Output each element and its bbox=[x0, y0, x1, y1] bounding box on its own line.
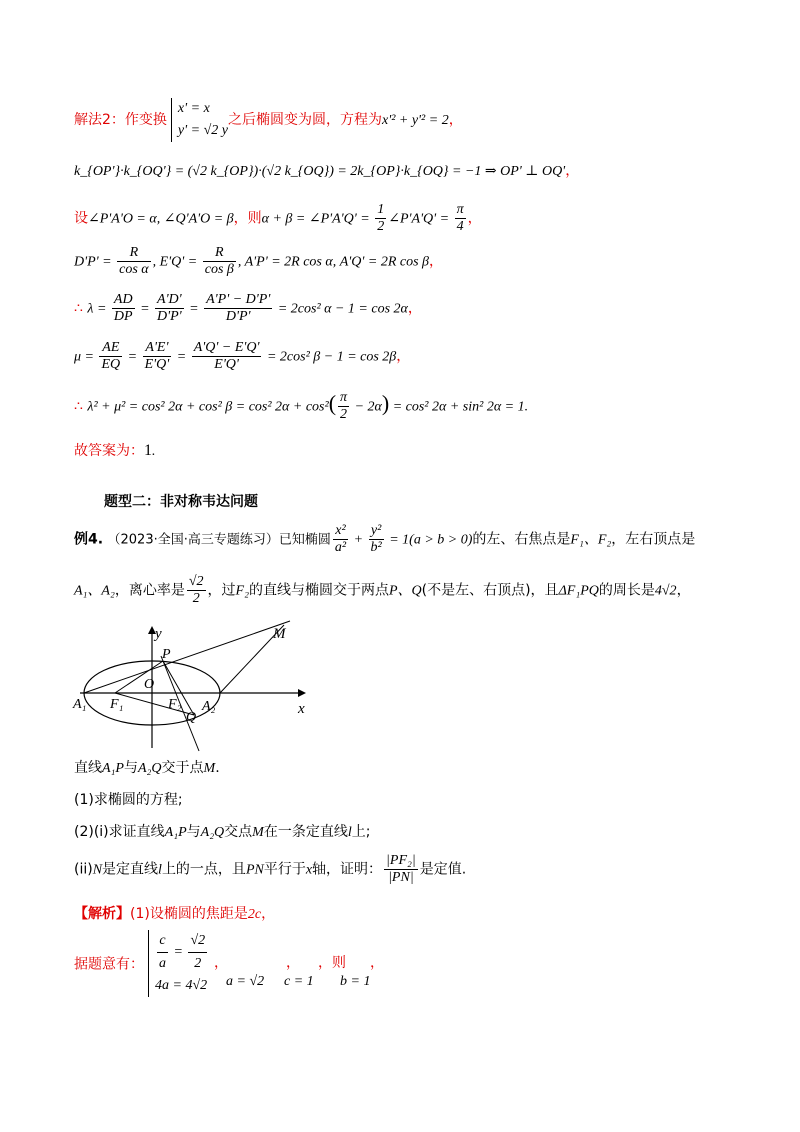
text: ，离心率是 bbox=[114, 582, 185, 599]
numerator: A'P' − D'P' bbox=[206, 292, 271, 307]
text: 据题意有： bbox=[74, 956, 144, 973]
q-label: Q bbox=[186, 710, 197, 725]
period: . bbox=[215, 760, 220, 776]
example-line-1: 例4. （2023·全国·高三专题练习）已知椭圆 $\frac{\text{x²}}{\text{a²}}$ + $\frac{\text{y²}}{\text{b²}}$ = 1(a > b > 0)的左、右焦点是F₁、F₂，左右顶点是 bbox=[74, 523, 696, 555]
angle-half: ∠P'A'Q' = bbox=[388, 211, 453, 227]
denominator: cos α bbox=[119, 262, 149, 277]
line-label: A₂Q bbox=[137, 761, 162, 776]
text: 是定直线 bbox=[102, 861, 159, 878]
solution-2-label: 解法2：作变换 bbox=[74, 112, 167, 128]
equals: = bbox=[170, 944, 187, 960]
system-row-1 bbox=[155, 930, 209, 975]
example-line-2 bbox=[74, 574, 691, 607]
numerator: √2 bbox=[188, 574, 204, 589]
lambda-label: λ = bbox=[87, 301, 110, 317]
point-label: N bbox=[92, 862, 103, 878]
text: 平行于 bbox=[263, 861, 306, 878]
segment-label: PN bbox=[245, 862, 264, 878]
p-label: P bbox=[162, 647, 171, 662]
focus-label: F₂ bbox=[235, 583, 249, 599]
b-value: b = 1 bbox=[340, 974, 371, 989]
numerator: x² bbox=[333, 523, 348, 540]
dp-fraction bbox=[117, 245, 151, 278]
point-label: M bbox=[203, 761, 216, 776]
text: 直线 bbox=[74, 760, 102, 776]
eccentricity-fraction bbox=[187, 574, 206, 607]
answer-label: 故答案为： bbox=[74, 443, 144, 459]
numerator: √2 bbox=[188, 930, 207, 953]
denominator: DP bbox=[113, 309, 133, 324]
therefore-symbol: ∴ bbox=[74, 300, 83, 317]
text: 交点 bbox=[224, 824, 253, 840]
frac-2 bbox=[143, 340, 172, 373]
axis-label: x bbox=[305, 862, 313, 878]
numerator: AD bbox=[113, 292, 133, 307]
comma: ， bbox=[467, 210, 482, 227]
text: 的周长是 bbox=[598, 582, 655, 599]
frac-3 bbox=[204, 292, 272, 325]
perimeter-value: 4√2 bbox=[654, 583, 677, 599]
answer-line bbox=[74, 440, 156, 460]
frac-1 bbox=[99, 340, 122, 373]
a-value: a = √2 bbox=[226, 974, 265, 989]
angle-line bbox=[74, 202, 482, 235]
f2-label: F₂ bbox=[168, 697, 182, 712]
pi-half-fraction bbox=[338, 390, 349, 423]
line-l-label: l bbox=[347, 825, 352, 840]
frac-3 bbox=[192, 340, 262, 373]
period: . bbox=[524, 399, 529, 415]
line-l-label: l bbox=[158, 862, 162, 878]
denominator: EQ bbox=[101, 357, 121, 372]
then-label: ，则 bbox=[233, 210, 262, 227]
numerator: c bbox=[157, 930, 168, 953]
denominator: b² bbox=[370, 540, 382, 555]
numerator: |PF₂| bbox=[386, 853, 416, 868]
question-1: (1)求椭圆的方程; bbox=[74, 792, 183, 808]
text: 的直线与椭圆交于两点 bbox=[248, 582, 389, 599]
period: . bbox=[152, 444, 156, 459]
half-fraction bbox=[375, 202, 386, 235]
lambda-result: = 2cos² α − 1 = cos 2α bbox=[274, 301, 408, 317]
line-a1-m bbox=[84, 621, 290, 693]
text: (2)(i)求证直线 bbox=[74, 824, 165, 840]
y-label: y bbox=[155, 626, 162, 642]
numerator: R bbox=[203, 245, 236, 262]
sqrt2-over-2 bbox=[188, 930, 207, 975]
text: (ii) bbox=[74, 861, 93, 878]
text: 上的一点，且 bbox=[161, 861, 246, 878]
example-label: 例4. bbox=[74, 531, 104, 548]
question-2i bbox=[74, 821, 370, 841]
mu-line: μ = $\frac{AE}{EQ}$ = $\frac{A'E'}{E'Q'}$ = $\frac{A'Q' - E'Q'}{E'Q'}$ = 2cos² β − 1 = cos 2β， bbox=[74, 340, 411, 372]
denominator: 2 bbox=[192, 591, 200, 606]
angle-sum: α + β = ∠P'A'Q' = bbox=[261, 211, 374, 227]
text: ， bbox=[676, 582, 691, 599]
numerator: A'E' bbox=[143, 340, 172, 357]
x-fraction bbox=[333, 523, 348, 556]
numerator: A'Q' − E'Q' bbox=[193, 340, 260, 355]
text: 的左、右焦点是 bbox=[472, 531, 571, 548]
dp-label: D'P' = bbox=[74, 254, 116, 270]
denominator: a² bbox=[334, 540, 347, 555]
sum-result: = cos² 2α + sin² 2α = 1 bbox=[389, 399, 525, 415]
analysis-tag: 【解析】 bbox=[74, 906, 130, 922]
point-label: M bbox=[252, 825, 264, 840]
comma: ， bbox=[286, 955, 300, 971]
triangle-label: ΔF₁PQ bbox=[558, 583, 599, 599]
mu-label: μ = bbox=[74, 349, 98, 365]
angle-def: ∠P'A'O = α, ∠Q'A'O = β bbox=[88, 211, 234, 227]
x-axis-arrow bbox=[298, 689, 306, 697]
o-label: O bbox=[144, 677, 155, 692]
line-f1-q bbox=[115, 693, 194, 715]
section-heading: 题型二：非对称韦达问题 bbox=[104, 494, 258, 510]
pi-fraction bbox=[455, 202, 466, 235]
text: ，过 bbox=[207, 582, 236, 599]
denominator: D'P' bbox=[225, 309, 251, 324]
line-f1-p bbox=[115, 661, 163, 693]
example-source: （2023·全国·高三专题练习）已知椭圆 bbox=[107, 532, 331, 548]
comma: ， bbox=[565, 163, 580, 179]
system-row-1: x' = x bbox=[177, 101, 210, 116]
mu-result: = 2cos² β − 1 = cos 2β bbox=[263, 349, 397, 365]
circle-equation: x'² + y'² = 2 bbox=[381, 113, 449, 128]
minus-2alpha: − 2α bbox=[351, 399, 382, 415]
sum-expression: λ² + μ² = cos² 2α + cos² β = cos² 2α + cos² bbox=[87, 399, 329, 415]
question-2ii bbox=[74, 853, 466, 886]
numerator: π bbox=[340, 390, 348, 405]
denominator: 2 bbox=[194, 956, 202, 971]
numerator: R bbox=[117, 245, 151, 262]
system-line bbox=[74, 930, 384, 997]
text: 是定值. bbox=[419, 861, 467, 878]
denominator: 2 bbox=[340, 407, 348, 422]
frac-1 bbox=[112, 292, 135, 325]
a1-label: A₁ bbox=[73, 697, 87, 712]
then-label: ，则 bbox=[318, 955, 346, 971]
system-row-2: 4a = 4√2 bbox=[155, 978, 208, 993]
vertex-labels: A₁、A₂ bbox=[74, 583, 115, 599]
denominator: 2 bbox=[377, 219, 385, 234]
eq-fraction bbox=[203, 245, 236, 278]
lambda-line: ∴ λ = $\frac{AD}{DP}$ = $\frac{A'D'}{D'P'}$ = $\frac{A'P' - D'P'}{D'P'}$ = 2cos² α − 1 = cos 2α， bbox=[74, 292, 422, 324]
text: (1)设椭圆的焦距是 bbox=[130, 906, 248, 922]
x-label: x bbox=[298, 701, 305, 717]
comma: ， bbox=[214, 955, 228, 971]
ellipse-figure bbox=[70, 618, 310, 753]
analysis-line bbox=[74, 903, 275, 923]
eq-label: , E'Q' = bbox=[152, 254, 201, 270]
therefore-symbol: ∴ bbox=[74, 398, 83, 415]
text: 与 bbox=[186, 824, 201, 840]
numerator: A'D' bbox=[157, 292, 182, 307]
comma: ， bbox=[448, 112, 463, 128]
text: 上; bbox=[351, 824, 371, 840]
y-fraction bbox=[369, 523, 384, 556]
numerator: AE bbox=[99, 340, 122, 357]
text: (不是左、右顶点)，且 bbox=[421, 582, 559, 599]
text: 轴，证明： bbox=[312, 861, 383, 878]
c-over-a bbox=[157, 930, 168, 975]
ellipse-equation: = 1(a > b > 0) bbox=[385, 532, 473, 548]
comma: ， bbox=[370, 955, 384, 971]
line-label: A₂Q bbox=[200, 825, 225, 840]
slope-line bbox=[74, 160, 579, 180]
comma: ， bbox=[396, 348, 411, 365]
denominator: D'P' bbox=[157, 309, 182, 324]
denominator: a bbox=[159, 956, 166, 971]
intersection-line bbox=[74, 757, 220, 777]
frac-2 bbox=[155, 292, 184, 325]
denominator: E'Q' bbox=[214, 357, 239, 372]
equation-system bbox=[148, 930, 209, 997]
numerator: y² bbox=[369, 523, 384, 540]
text: 交于点 bbox=[161, 760, 204, 776]
solution-2-line bbox=[74, 98, 463, 142]
denominator: cos β bbox=[204, 262, 234, 277]
answer-value: 1 bbox=[144, 442, 152, 459]
transform-system bbox=[171, 98, 228, 142]
f1-label: F₁ bbox=[110, 697, 124, 712]
ap-aq-values: , A'P' = 2R cos α, A'Q' = 2R cos β bbox=[237, 254, 430, 270]
focal-distance: 2c bbox=[247, 907, 262, 922]
denominator: E'Q' bbox=[144, 357, 170, 372]
numerator: 1 bbox=[377, 202, 385, 217]
let-label: 设 bbox=[74, 210, 88, 227]
a2-label: A₂ bbox=[202, 699, 216, 714]
denominator: |PN| bbox=[388, 870, 414, 885]
foci-labels: F₁、F₂ bbox=[570, 532, 612, 548]
slope-product: k_{OP'}·k_{OQ'} = (√2 k_{OP})·(√2 k_{OQ}) = 2k_{OP}·k_{OQ} = −1 ⇒ OP' ⊥ OQ' bbox=[74, 164, 566, 179]
system-row-2: y' = √2 y bbox=[177, 123, 228, 138]
comma: ， bbox=[261, 906, 276, 922]
points-label: P、Q bbox=[388, 583, 422, 599]
c-value: c = 1 bbox=[284, 974, 314, 989]
text: 在一条定直线 bbox=[263, 824, 348, 840]
text: 与 bbox=[123, 760, 138, 776]
text: ，左右顶点是 bbox=[611, 531, 696, 548]
line-label: A₁P bbox=[164, 825, 187, 840]
sum-line: ∴ λ² + μ² = cos² 2α + cos² β = cos² 2α + cos²( $\frac{\pi}{2}$ − 2α) = cos² 2α + sin² 2α = 1. bbox=[74, 390, 529, 422]
solution-2-mid: 之后椭圆变为圆，方程为 bbox=[227, 112, 382, 128]
ratio-fraction bbox=[384, 853, 418, 886]
m-label: M bbox=[273, 626, 286, 642]
line-label: A₁P bbox=[102, 761, 124, 776]
length-line bbox=[74, 245, 443, 278]
numerator: π bbox=[456, 202, 464, 217]
comma: ， bbox=[429, 253, 444, 270]
comma: ， bbox=[407, 300, 422, 317]
denominator: 4 bbox=[456, 219, 464, 234]
